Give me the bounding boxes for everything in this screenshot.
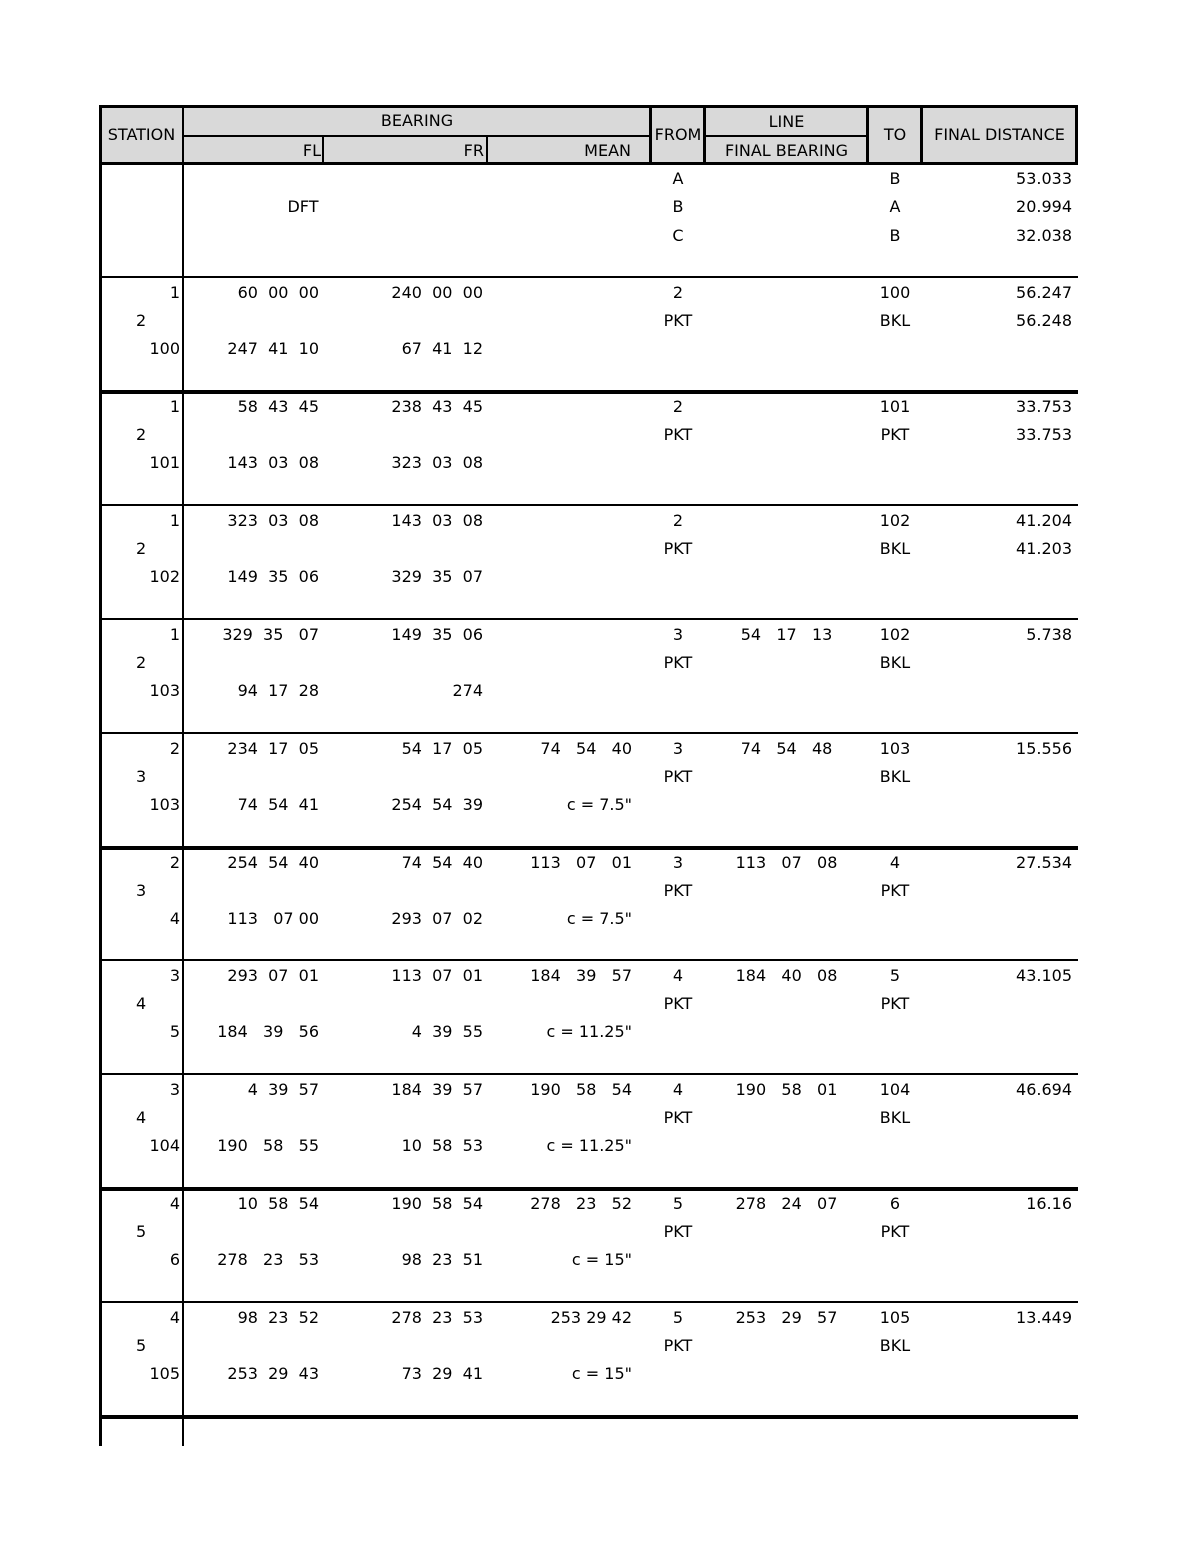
block-separator bbox=[100, 618, 1078, 620]
fl-reading-2: 94 17 28 bbox=[237, 681, 319, 700]
station-back: 1 bbox=[169, 397, 180, 416]
station-occupied: 5 bbox=[136, 1336, 147, 1355]
station-occupied: 5 bbox=[136, 1222, 147, 1241]
final-distance-1: 46.694 bbox=[1016, 1080, 1072, 1099]
station-occupied: 2 bbox=[136, 311, 147, 330]
fl-reading-2: 74 54 41 bbox=[237, 795, 319, 814]
fl-reading-2: 247 41 10 bbox=[227, 339, 319, 358]
fl-reading-1: 234 17 05 bbox=[227, 739, 319, 758]
station-fore: 100 bbox=[149, 339, 180, 358]
mean-correction: c = 11.25" bbox=[546, 1022, 632, 1041]
dft-label: DFT bbox=[287, 197, 319, 216]
mean-correction: c = 7.5" bbox=[566, 795, 632, 814]
block-separator bbox=[100, 846, 1078, 850]
final-bearing: 253 29 57 bbox=[735, 1308, 838, 1327]
to-type: BKL bbox=[879, 767, 911, 786]
block-separator bbox=[100, 732, 1078, 734]
header-line-divider bbox=[705, 135, 868, 137]
header-fl-divider bbox=[322, 135, 324, 163]
table-bottom-border bbox=[100, 1415, 1078, 1419]
station-occupied: 3 bbox=[136, 881, 147, 900]
fr-reading-1: 143 03 08 bbox=[391, 511, 483, 530]
mean-correction: c = 15" bbox=[571, 1250, 632, 1269]
from-type: PKT bbox=[663, 881, 693, 900]
station-back: 3 bbox=[169, 966, 180, 985]
from-station: 4 bbox=[672, 1080, 684, 1099]
station-fore: 101 bbox=[149, 453, 180, 472]
fr-reading-1: 184 39 57 bbox=[391, 1080, 483, 1099]
from-type: PKT bbox=[663, 1336, 693, 1355]
first-dist-2: 20.994 bbox=[1016, 197, 1072, 216]
fl-reading-2: 113 07 00 bbox=[227, 909, 319, 928]
block-separator bbox=[100, 1301, 1078, 1303]
mean-reading-1: 74 54 40 bbox=[540, 739, 632, 758]
final-bearing: 278 24 07 bbox=[735, 1194, 838, 1213]
to-type: BKL bbox=[879, 311, 911, 330]
fr-reading-2: 4 39 55 bbox=[411, 1022, 483, 1041]
from-station: 3 bbox=[672, 853, 684, 872]
block-separator bbox=[100, 276, 1078, 278]
final-distance-1: 15.556 bbox=[1016, 739, 1072, 758]
first-from-3: C bbox=[672, 226, 684, 245]
header-final-bearing: FINAL BEARING bbox=[724, 141, 849, 160]
from-type: PKT bbox=[663, 311, 693, 330]
to-station: 4 bbox=[889, 853, 901, 872]
fl-reading-2: 253 29 43 bbox=[227, 1364, 319, 1383]
from-station: 2 bbox=[672, 511, 684, 530]
mean-correction: c = 7.5" bbox=[566, 909, 632, 928]
header-right-border bbox=[1075, 107, 1078, 164]
station-back: 2 bbox=[169, 739, 180, 758]
from-type: PKT bbox=[663, 425, 693, 444]
final-distance-1: 5.738 bbox=[1026, 625, 1072, 644]
fr-reading-1: 74 54 40 bbox=[401, 853, 483, 872]
station-occupied: 2 bbox=[136, 653, 147, 672]
fl-reading-1: 293 07 01 bbox=[227, 966, 319, 985]
mean-correction: c = 15" bbox=[571, 1364, 632, 1383]
fr-reading-2: 293 07 02 bbox=[391, 909, 483, 928]
station-fore: 102 bbox=[149, 567, 180, 586]
from-type: PKT bbox=[663, 767, 693, 786]
station-occupied: 4 bbox=[136, 1108, 147, 1127]
station-fore: 104 bbox=[149, 1136, 180, 1155]
station-back: 4 bbox=[169, 1308, 180, 1327]
station-occupied: 3 bbox=[136, 767, 147, 786]
from-type: PKT bbox=[663, 994, 693, 1013]
mean-reading-1: 113 07 01 bbox=[530, 853, 632, 872]
final-distance-2: 33.753 bbox=[1016, 425, 1072, 444]
fl-reading-2: 190 58 55 bbox=[217, 1136, 319, 1155]
to-type: PKT bbox=[880, 425, 910, 444]
from-station: 2 bbox=[672, 283, 684, 302]
fr-reading-1: 190 58 54 bbox=[391, 1194, 483, 1213]
station-fore: 105 bbox=[149, 1364, 180, 1383]
fr-reading-1: 238 43 45 bbox=[391, 397, 483, 416]
station-fore: 103 bbox=[149, 795, 180, 814]
station-back: 1 bbox=[169, 283, 180, 302]
fl-reading-2: 143 03 08 bbox=[227, 453, 319, 472]
station-back: 1 bbox=[169, 625, 180, 644]
header-bearing: BEARING bbox=[380, 111, 454, 130]
fr-reading-2: 274 bbox=[452, 681, 483, 700]
to-station: 6 bbox=[889, 1194, 901, 1213]
to-type: BKL bbox=[879, 653, 911, 672]
from-type: PKT bbox=[663, 539, 693, 558]
station-back: 1 bbox=[169, 511, 180, 530]
first-dist-3: 32.038 bbox=[1016, 226, 1072, 245]
header-station: STATION bbox=[107, 125, 176, 144]
final-distance-1: 43.105 bbox=[1016, 966, 1072, 985]
fr-reading-2: 73 29 41 bbox=[401, 1364, 483, 1383]
station-back: 2 bbox=[169, 853, 180, 872]
fr-reading-2: 323 03 08 bbox=[391, 453, 483, 472]
to-type: PKT bbox=[880, 994, 910, 1013]
fl-reading-2: 149 35 06 bbox=[227, 567, 319, 586]
header-final-distance: FINAL DISTANCE bbox=[934, 125, 1065, 144]
from-station: 5 bbox=[672, 1194, 684, 1213]
table-left-border bbox=[99, 105, 102, 1446]
to-type: PKT bbox=[880, 881, 910, 900]
final-distance-1: 33.753 bbox=[1016, 397, 1072, 416]
header-to: TO bbox=[883, 125, 907, 144]
from-type: PKT bbox=[663, 1108, 693, 1127]
final-bearing: 113 07 08 bbox=[735, 853, 838, 872]
final-distance-1: 41.204 bbox=[1016, 511, 1072, 530]
fr-reading-2: 329 35 07 bbox=[391, 567, 483, 586]
to-station: 101 bbox=[879, 397, 911, 416]
header-from-divider bbox=[703, 107, 706, 164]
to-type: BKL bbox=[879, 539, 911, 558]
first-to-2: A bbox=[889, 197, 901, 216]
to-station: 104 bbox=[879, 1080, 911, 1099]
fr-reading-2: 10 58 53 bbox=[401, 1136, 483, 1155]
station-fore: 103 bbox=[149, 681, 180, 700]
fl-reading-2: 278 23 53 bbox=[217, 1250, 319, 1269]
final-distance-1: 16.16 bbox=[1026, 1194, 1072, 1213]
header-bearing-divider bbox=[183, 135, 651, 137]
header-fr: FR bbox=[463, 141, 484, 160]
fr-reading-1: 54 17 05 bbox=[401, 739, 483, 758]
fr-reading-2: 67 41 12 bbox=[401, 339, 483, 358]
fl-reading-1: 10 58 54 bbox=[237, 1194, 319, 1213]
final-distance-1: 27.534 bbox=[1016, 853, 1072, 872]
from-station: 4 bbox=[672, 966, 684, 985]
fr-reading-1: 113 07 01 bbox=[391, 966, 483, 985]
header-fl: FL bbox=[302, 141, 321, 160]
from-station: 3 bbox=[672, 739, 684, 758]
station-occupied: 4 bbox=[136, 994, 147, 1013]
final-bearing: 74 54 48 bbox=[740, 739, 833, 758]
final-distance-2: 56.248 bbox=[1016, 311, 1072, 330]
header-mean-divider bbox=[649, 107, 652, 164]
fl-reading-1: 58 43 45 bbox=[237, 397, 319, 416]
final-bearing: 184 40 08 bbox=[735, 966, 838, 985]
fl-reading-1: 4 39 57 bbox=[247, 1080, 319, 1099]
station-back: 3 bbox=[169, 1080, 180, 1099]
to-station: 102 bbox=[879, 625, 911, 644]
header-to-divider bbox=[920, 107, 923, 164]
mean-reading-1: 253 29 42 bbox=[550, 1308, 632, 1327]
fl-reading-2: 184 39 56 bbox=[217, 1022, 319, 1041]
final-distance-1: 13.449 bbox=[1016, 1308, 1072, 1327]
station-column-divider bbox=[182, 107, 184, 1446]
header-from: FROM bbox=[654, 125, 702, 144]
from-type: PKT bbox=[663, 653, 693, 672]
header-line-right-divider bbox=[866, 107, 869, 164]
header-bottom-border bbox=[100, 162, 1078, 165]
to-type: PKT bbox=[880, 1222, 910, 1241]
from-station: 2 bbox=[672, 397, 684, 416]
to-station: 5 bbox=[889, 966, 901, 985]
fl-reading-1: 98 23 52 bbox=[237, 1308, 319, 1327]
to-station: 103 bbox=[879, 739, 911, 758]
fr-reading-1: 149 35 06 bbox=[391, 625, 483, 644]
mean-reading-1: 190 58 54 bbox=[530, 1080, 632, 1099]
from-type: PKT bbox=[663, 1222, 693, 1241]
header-fr-divider bbox=[486, 135, 488, 163]
station-fore: 6 bbox=[169, 1250, 180, 1269]
first-to-3: B bbox=[889, 226, 901, 245]
to-type: BKL bbox=[879, 1108, 911, 1127]
station-occupied: 2 bbox=[136, 425, 147, 444]
first-from-1: A bbox=[672, 169, 684, 188]
block-separator bbox=[100, 390, 1078, 394]
block-separator bbox=[100, 504, 1078, 506]
fl-reading-1: 329 35 07 bbox=[222, 625, 319, 644]
header-line: LINE bbox=[768, 112, 805, 131]
final-distance-1: 56.247 bbox=[1016, 283, 1072, 302]
from-station: 3 bbox=[672, 625, 684, 644]
mean-reading-1: 278 23 52 bbox=[530, 1194, 632, 1213]
first-from-2: B bbox=[672, 197, 684, 216]
final-bearing: 190 58 01 bbox=[735, 1080, 838, 1099]
first-dist-1: 53.033 bbox=[1016, 169, 1072, 188]
to-type: BKL bbox=[879, 1336, 911, 1355]
fl-reading-1: 323 03 08 bbox=[227, 511, 319, 530]
station-fore: 4 bbox=[169, 909, 180, 928]
fl-reading-1: 254 54 40 bbox=[227, 853, 319, 872]
to-station: 102 bbox=[879, 511, 911, 530]
fr-reading-2: 254 54 39 bbox=[391, 795, 483, 814]
block-separator bbox=[100, 1187, 1078, 1191]
station-occupied: 2 bbox=[136, 539, 147, 558]
fr-reading-1: 240 00 00 bbox=[391, 283, 483, 302]
header-mean: MEAN bbox=[584, 141, 631, 160]
to-station: 105 bbox=[879, 1308, 911, 1327]
fr-reading-2: 98 23 51 bbox=[401, 1250, 483, 1269]
fl-reading-1: 60 00 00 bbox=[237, 283, 319, 302]
mean-reading-1: 184 39 57 bbox=[530, 966, 632, 985]
to-station: 100 bbox=[879, 283, 911, 302]
fr-reading-1: 278 23 53 bbox=[391, 1308, 483, 1327]
final-distance-2: 41.203 bbox=[1016, 539, 1072, 558]
final-bearing: 54 17 13 bbox=[740, 625, 833, 644]
station-fore: 5 bbox=[169, 1022, 180, 1041]
block-separator bbox=[100, 1073, 1078, 1075]
block-separator bbox=[100, 959, 1078, 961]
first-to-1: B bbox=[889, 169, 901, 188]
header-top-border bbox=[100, 105, 1078, 108]
station-back: 4 bbox=[169, 1194, 180, 1213]
from-station: 5 bbox=[672, 1308, 684, 1327]
mean-correction: c = 11.25" bbox=[546, 1136, 632, 1155]
